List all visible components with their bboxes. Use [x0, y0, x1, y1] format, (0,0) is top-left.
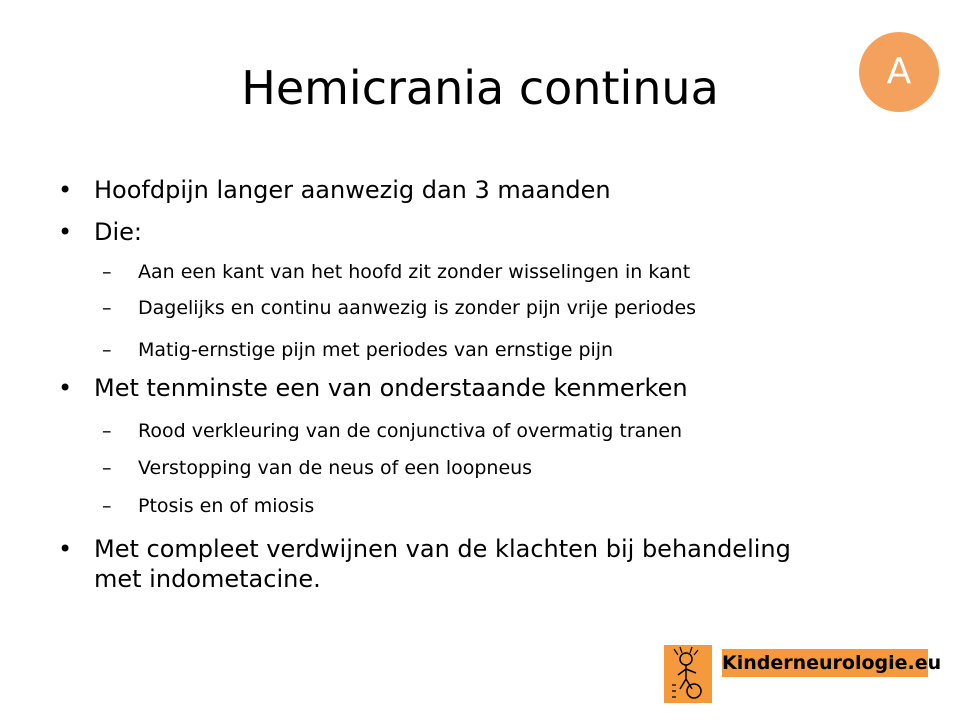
- bullet-item: • Hoofdpijn langer aanwezig dan 3 maanden: [94, 175, 934, 205]
- bullet-item: • Met compleet verdwijnen van de klachten bij behandeling met indometacine.: [94, 534, 814, 594]
- bullet-item: • Die:: [94, 217, 934, 247]
- logo-text[interactable]: Kinderneurologie.eu: [722, 649, 928, 677]
- sub-bullet-item: – Rood verkleuring van de conjunctiva of overmatig tranen: [138, 418, 682, 444]
- section-badge: A: [859, 32, 939, 112]
- kinderneurologie-logo: [664, 645, 942, 703]
- bullet-item: • Met tenminste een van onderstaande kenmerken: [94, 373, 934, 403]
- sub-bullet-item: – Aan een kant van het hoofd zit zonder wisselingen in kant: [138, 259, 690, 285]
- sub-bullet-item: – Ptosis en of miosis: [138, 493, 314, 519]
- slide-title: Hemicrania continua: [241, 61, 719, 115]
- sub-bullet-item: – Matig-ernstige pijn met periodes van ernstige pijn: [138, 337, 613, 363]
- sub-bullet-item: – Verstopping van de neus of een loopneus: [138, 455, 532, 481]
- sub-bullet-item: – Dagelijks en continu aanwezig is zonder pijn vrije periodes: [138, 295, 696, 321]
- logo-figure-icon: [664, 645, 712, 703]
